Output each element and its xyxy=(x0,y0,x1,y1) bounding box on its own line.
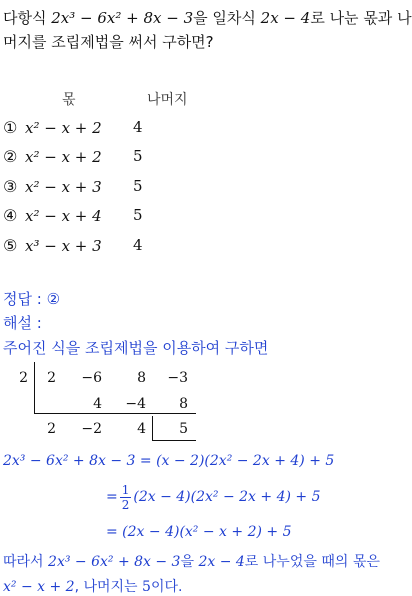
answer-label: 정답 : xyxy=(3,290,47,308)
header-remainder: 나머지 xyxy=(147,92,188,108)
row3-cell: −2 xyxy=(81,421,102,437)
row2-cell: 4 xyxy=(93,396,102,412)
fraction-numerator: 1 xyxy=(121,482,130,497)
choice-3[interactable] xyxy=(3,177,102,196)
row1-cell: −6 xyxy=(81,370,102,386)
synthetic-divisor: 2 xyxy=(19,370,28,386)
row1-cell: 2 xyxy=(47,370,56,386)
choice-quotient: x² − x + 4 xyxy=(25,207,102,225)
equation-1-lhs: 2x³ − 6x² + 8x − 3 xyxy=(3,453,136,469)
conclusion-text: 이다. xyxy=(150,579,183,595)
conclusion-divisor: 2x − 4 xyxy=(198,554,245,570)
choice-5[interactable] xyxy=(3,236,102,255)
answer-line xyxy=(3,289,60,309)
choice-1-remainder: 4 xyxy=(133,118,143,136)
row1-cell: 8 xyxy=(137,370,146,386)
row3-remainder-cell: 5 xyxy=(179,421,188,437)
conclusion-dividend: 2x³ − 6x² + 8x − 3 xyxy=(48,554,181,570)
question-mid: 을 일차식 xyxy=(193,9,261,27)
row3-cell: 4 xyxy=(137,421,146,437)
choice-quotient: x² − x + 2 xyxy=(25,148,102,166)
row3-cell: 2 xyxy=(47,421,56,437)
explanation-label: 해설 : xyxy=(3,314,42,332)
question-dividend: 2x³ − 6x² + 8x − 3 xyxy=(51,9,194,27)
conclusion-text: 로 나누었을 때의 몫은 xyxy=(244,554,380,570)
question-line-1 xyxy=(3,8,412,28)
conclusion-line-2 xyxy=(3,576,182,596)
choice-2-remainder: 5 xyxy=(133,147,143,165)
choice-4[interactable] xyxy=(3,206,102,225)
conclusion-line-1 xyxy=(3,551,380,571)
choice-2[interactable] xyxy=(3,147,102,166)
row1-cell: −3 xyxy=(167,370,188,386)
fraction-one-half xyxy=(120,483,132,512)
fraction-denominator: 2 xyxy=(121,497,130,512)
conclusion-quotient: x² − x + 2 xyxy=(3,579,75,595)
equation-3-text: = (2x − 4)(x² − x + 2) + 5 xyxy=(106,524,292,540)
equation-2-rest: (2x − 4)(2x² − 2x + 4) + 5 xyxy=(133,489,321,505)
choice-quotient: x² − x + 3 xyxy=(25,178,102,196)
choice-quotient: x³ − x + 3 xyxy=(25,237,102,255)
choice-number: ③ xyxy=(3,177,18,196)
choice-1[interactable] xyxy=(3,118,102,137)
answer-value: ② xyxy=(46,290,61,308)
equation-1 xyxy=(3,453,334,469)
remainder-box-left xyxy=(152,416,153,440)
choice-number: ⑤ xyxy=(3,236,18,255)
synthetic-horizontal-line xyxy=(34,413,196,414)
choice-number: ② xyxy=(3,147,18,166)
equation-3 xyxy=(106,524,291,540)
conclusion-text: , 나머지는 xyxy=(74,579,143,595)
choice-number: ① xyxy=(3,118,18,137)
header-quotient: 몫 xyxy=(62,92,76,108)
conclusion-text: 따라서 xyxy=(3,554,49,570)
remainder-box-bottom xyxy=(152,440,196,441)
conclusion-remainder: 5 xyxy=(142,579,151,595)
choice-number: ④ xyxy=(3,206,18,225)
equation-2: = $\frac{1}{2}$ (2x − 4)(2x² − 2x + 4) + 5 xyxy=(106,482,321,512)
row2-cell: −4 xyxy=(125,396,146,412)
question-prefix: 다항식 xyxy=(3,9,52,27)
explanation-intro: 주어진 식을 조립제법을 이용하여 구하면 xyxy=(3,339,269,357)
choice-4-remainder: 5 xyxy=(133,206,143,224)
choice-3-remainder: 5 xyxy=(133,177,143,195)
question-line-2: 머지를 조립제법을 써서 구하면? xyxy=(3,33,214,51)
question-divisor: 2x − 4 xyxy=(260,9,311,27)
choice-quotient: x² − x + 2 xyxy=(25,119,102,137)
conclusion-text: 을 xyxy=(180,554,199,570)
row2-cell: 8 xyxy=(179,396,188,412)
choice-5-remainder: 4 xyxy=(133,236,143,254)
question-suffix: 로 나눈 몫과 나 xyxy=(310,9,412,27)
equation-1-rhs: = (x − 2)(2x² − 2x + 4) + 5 xyxy=(139,453,335,469)
